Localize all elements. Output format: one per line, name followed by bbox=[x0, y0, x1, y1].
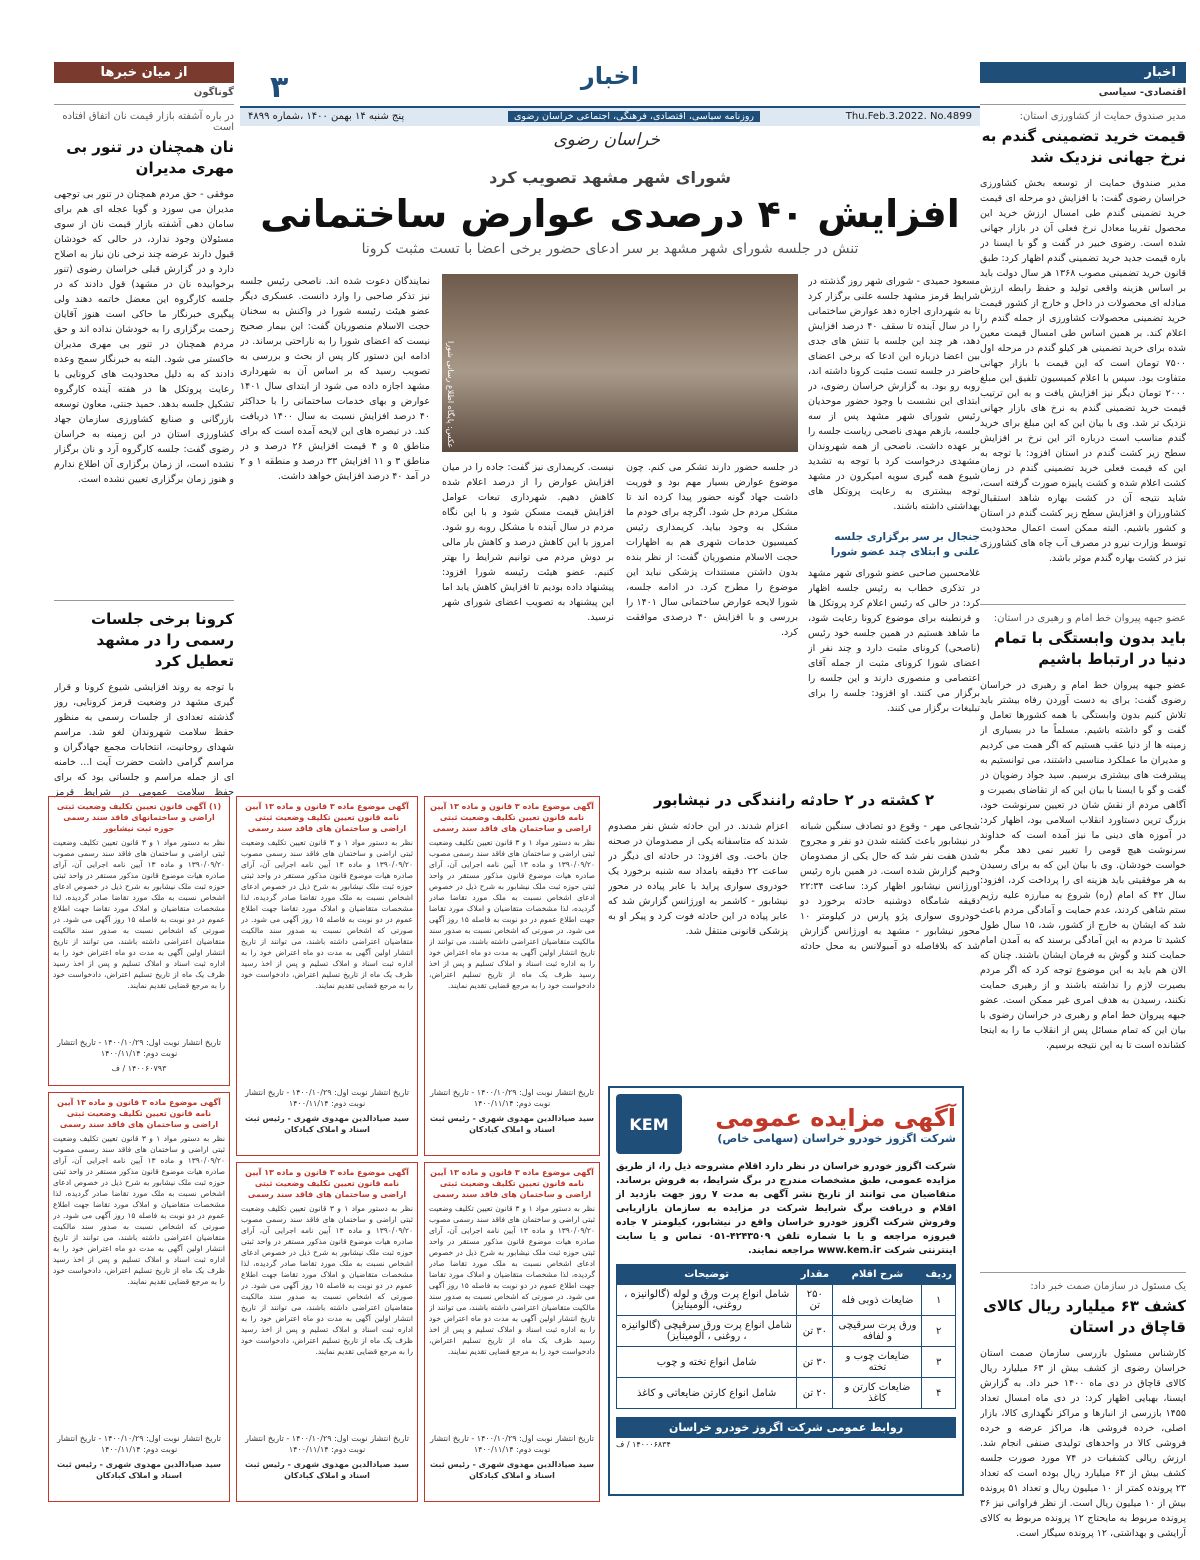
main-lead: تنش در جلسه شورای شهر مشهد بر سر ادعای حضور برخی اعضا با تست مثبت کرونا bbox=[361, 241, 859, 257]
photo-caption: عکس: پایگاه اطلاع رسانی شورا bbox=[446, 340, 455, 448]
main-col-1 bbox=[808, 274, 980, 774]
kem-logo bbox=[616, 1094, 682, 1154]
cell: ۲ bbox=[922, 1316, 956, 1347]
cell: ضایعات کارتن و کاغذ bbox=[833, 1378, 922, 1409]
notice-title: آگهی موضوع ماده ۳ قانون و ماده ۱۳ آیین نامه قانون تعیین تکلیف وضعیت ثبتی اراضی و ساختمان های فاقد سند رسمی bbox=[430, 1168, 594, 1199]
cell: شامل انواع تخته و چوب bbox=[617, 1347, 797, 1378]
article-body: مسعود حمیدی - شورای شهر روز گذشته در شرایط قرمز مشهد جلسه علنی برگزار کرد تا به شهرداری اجازه دهد عوارض ساختمانی را در سال آینده تا سقف ۴۰ درصد افزایش دهد، هر چند این جلسه با تنش های جدی بین اعضا درباره این ادعا که برخی اعضای حاضر در جلسه تست مثبت کرونا داشته اند، روبه رو بود. به گزارش خراسان رضوی، در ابتدای این نشست با وجود حضور موحدیان رئیس شورای شهر مشهد پس از سه جلسه، بازهم مهدی ناصحی رياست جلسه را بر عهده داشت. ناصحی از همه شهروندان مشهدی درخواست کرد با توجه به تشدید شیوع همه گیری سویه امیکرون در مشهد توجه بیشتری به رعایت پروتکل های بهداشتی داشته باشند. bbox=[808, 276, 980, 512]
auction-intro: شرکت اگزوز خودرو خراسان در نظر دارد اقلام مشروحه ذیل را، از طریق مزایده عمومی، طبق مشخصات مندرج در برگ شرایط، به فروش برساند. متقاضیان می توانند از تاریخ نشر آگهی به مدت ۷ روز جهت بازدید از اقلام و دریافت برگ شرایط شرکت در مزایده به سازمان بازاریابی وفروش شرکت اگزوز خودرو خراسان واقع در نیشابور، کیلومتر ۷ جاده فیروزه مراجعه و یا با شماره تلفن ۴۲۴۳۵۰۹-۰۵۱ تماس و یا سایت اینترنتی شرکت www.kem.ir مراجعه نمایند. bbox=[616, 1161, 956, 1256]
main-kicker: شورای شهر مشهد تصویب کرد bbox=[489, 168, 731, 187]
cell: شامل انواع پرت ورق سرقیچی (گالوانیزه ، روغنی ، آلومینایز) bbox=[617, 1316, 797, 1347]
left-column-sub: گوناگون bbox=[193, 87, 234, 98]
article-kicker: مدیر صندوق حمایت از کشاورزی استان: bbox=[1019, 111, 1186, 122]
main-title: افزایش ۴۰ درصدی عوارض ساختمانی bbox=[260, 192, 960, 236]
notice-dates: تاریخ انتشار نوبت اول: ۱۴۰۰/۱۰/۲۹ - تاریخ انتشار نوبت دوم: ۱۴۰۰/۱۱/۱۴ bbox=[57, 1038, 221, 1058]
cell: ۱ bbox=[922, 1285, 956, 1316]
cell: ورق پرت سرقیچی و لفافه bbox=[833, 1316, 922, 1347]
page-number: ۳ bbox=[270, 70, 289, 105]
cell: ۴ bbox=[922, 1378, 956, 1409]
article-body: در جلسه حضور دارند تشکر می کنم. چون موضوع عوارض بسیار مهم بود و فوریت داشت جهاد گونه حضور پیدا کرده اند تا مشکل مردم حل شود. اگرچه برای خودم ما مشکل به وجود بیاید. کریمداری رئیس کمیسیون خدمات شهری هم به اظهارات حجت الاسلام منصوریان گفت: از نظر بنده بدون داشتن مستندات پزشکی نباید این موضوع را مطرح کرد. در ادامه جلسه، شورا لایحه عوارض ساختمانی سال ۱۴۰۱ را بررسی و با افزایش ۴۰ درصدی موافقت کرد. bbox=[626, 462, 798, 638]
legal-notice bbox=[424, 1162, 600, 1502]
notice-dates: تاریخ انتشار نوبت اول: ۱۴۰۰/۱۰/۲۹ - تاریخ انتشار نوبت دوم: ۱۴۰۰/۱۱/۱۴ bbox=[245, 1434, 409, 1454]
article-body: نیست. کریمداری نیز گفت: جاده را در میان افزایش عوارض را از درصد اعلام شده کاهش دهیم. شهرداری تبعات عوامل افزایش قیمت مسکن شود و با این نگاه مردم در سال آینده با مشکل روبه رو شود. امروز با این کاهش درصد و کاهش بار مالی بر دوش مردم می توانیم شرایط را بهتر کنیم. عضو هیئت رئیسه شورا افزود: پیشنهاد داده بودیم تا افزایش کاهش یابد اما این پیشنهاد به تصویب اعضای شورای شهر نرسید. bbox=[442, 462, 614, 623]
notice-body: نظر به دستور مواد ۱ و ۳ قانون تعیین تکلیف وضعیت ثبتی اراضی و ساختمان های فاقد سند رسمی مصوب ۱۳۹۰/۰۹/۲۰ و ماده ۱۳ آیین نامه اجرایی آن، آرای صادره هیات موضوع قانون مذکور مستقر در واحد ثبتی حوزه ثبت ملک نیشابور به شرح ذیل در خصوص ادعای اشخاص نسبت به ملک مورد تقاضا صادر گردیده، لذا مشخصات متقاضیان و املاک مورد تقاضا جهت اطلاع عموم در دو نوبت به فاصله ۱۵ روز آگهی می شود. در صورتی که اشخاص نسبت به صدور سند مالکیت متقاضیان اعتراضی داشته باشند، می توانند از تاریخ انتشار اولین آگهی به مدت دو ماه اعتراض خود را به اداره ثبت اسناد و املاک تسلیم و پس از اخذ رسید ظرف یک ماه از تاریخ تسلیم اعتراض، دادخواست خود را به مرجع قضایی تقدیم نمایند. bbox=[429, 838, 595, 990]
notice-sign: سید صیادالدین مهدوی شهری - رئیس ثبت اسناد و املاک کبادکان bbox=[430, 1114, 594, 1134]
notice-sign: سید صیادالدین مهدوی شهری - رئیس ثبت اسناد و املاک کبادکان bbox=[57, 1460, 221, 1480]
article-body: کارشناس مسئول بازرسی سازمان صمت استان خراسان رضوی از کشف بیش از ۶۳ میلیارد ریال کالای قاچاق در دی ماه ۱۴۰۰ خبر داد. به گزارش ایسنا، بهبایی اظهار کرد: در دی ماه امسال تعداد ۱۴۵۵ بازرسی از انبارها و مراکز نگهداری کالا، بازار اصلی، خرده فروشی ها، مراکز عرضه و خرده فروشی کالا در واحدهای تولیدی صنفی انجام شد. ارزش ریالی کشفیات در ۷۴ مورد صورت جلسه کشف بیش از ۶۳ میلیارد ریال بوده است که تعداد ۲۳ پرونده کمتر از ۱۰ میلیون ریال و تعداد ۵۱ پرونده بیش از ۱۰ میلیون ریال است. از نظر فراوانی نیز ۳۶ پرونده مربوط به مایحتاج ۱۲ پرونده مربوط به کالای آرایشی و بهداشتی، ۱۲ پرونده سیگار است. bbox=[980, 1348, 1186, 1539]
subhead: جنجال بر سر برگزاری جلسه علنی و ابتلای چند عضو شورا bbox=[830, 531, 980, 558]
notice-body: نظر به دستور مواد ۱ و ۳ قانون تعیین تکلیف وضعیت ثبتی اراضی و ساختمان های فاقد سند رسمی مصوب ۱۳۹۰/۰۹/۲۰ و ماده ۱۳ آیین نامه اجرایی آن، آرای صادره هیات موضوع قانون مذکور مستقر در واحد ثبتی حوزه ثبت ملک نیشابور به شرح ذیل در خصوص ادعای اشخاص نسبت به ملک مورد تقاضا صادر گردیده، لذا مشخصات متقاضیان و املاک مورد تقاضا جهت اطلاع عموم در دو نوبت به فاصله ۱۵ روز آگهی می شود. در صورتی که اشخاص نسبت به صدور سند مالکیت متقاضیان اعتراضی داشته باشند، می توانند از تاریخ انتشار اولین آگهی به مدت دو ماه اعتراض خود را به اداره ثبت اسناد و املاک تسلیم و پس از اخذ رسید ظرف یک ماه از تاریخ تسلیم اعتراض، دادخواست خود را به مرجع قضایی تقدیم نمایند. bbox=[53, 838, 225, 990]
auction-code: ۱۴۰۰۰۶۸۳۴ / ف bbox=[616, 1440, 671, 1449]
masthead bbox=[240, 62, 980, 158]
notice-body: نظر به دستور مواد ۱ و ۳ قانون تعیین تکلیف وضعیت ثبتی اراضی و ساختمان های فاقد سند رسمی مصوب ۱۳۹۰/۰۹/۲۰ و ماده ۱۳ آیین نامه اجرایی آن، آرای صادره هیات موضوع قانون مذکور مستقر در واحد ثبتی حوزه ثبت ملک نیشابور به شرح ذیل در خصوص ادعای اشخاص نسبت به ملک مورد تقاضا صادر گردیده، لذا مشخصات متقاضیان و املاک مورد تقاضا جهت اطلاع عموم در دو نوبت به فاصله ۱۵ روز آگهی می شود. در صورتی که اشخاص نسبت به صدور سند مالکیت متقاضیان اعتراضی داشته باشند، می توانند از تاریخ انتشار اولین آگهی به مدت دو ماه اعتراض خود را به اداره ثبت اسناد و املاک تسلیم و پس از اخذ رسید ظرف یک ماه از تاریخ تسلیم اعتراض، دادخواست خود را به مرجع قضایی تقدیم نمایند. bbox=[429, 1204, 595, 1356]
notice-sign: سید صیادالدین مهدوی شهری - رئیس ثبت اسناد و املاک کبادکان bbox=[245, 1460, 409, 1480]
table-row bbox=[617, 1316, 956, 1347]
article-body: نمایندگان دعوت شده اند. ناصحی رئیس جلسه نیز تذکر صاحبی را وارد دانست. عسکری دیگر عضو هیئت رئیسه شورا در واکنش به سخنان حجت الاسلام منصوریان گفت: این بیمار صحیح نیست که اعضای شورا را به ناراحتی برساند. در ادامه این دستور کار پس از بحث و بررسی به تصویب رسید که بر اساس آن به شهرداری مشهد اجازه داده می شود از ابتدای سال ۱۴۰۱ عوارض و بهای خدمات ساختمانی را با حداکثر ۴۰ درصد افزایش نسبت به سال ۱۴۰۰ دریافت کند. در تبصره های این لایحه آمده است که برای مناطق ۵ و ۴ قیمت افزایش ۲۶ درصد و در مناطق ۳ و ۱۱ افزایش ۳۳ درصد و منطقه ۱ و ۲ در آمد ۴۰ درصد افزایش خواهد داشت. bbox=[240, 276, 430, 482]
section-title: اخبار bbox=[580, 62, 640, 90]
tagline: روزنامه سیاسی، اقتصادی، فرهنگی، اجتماعی خراسان رضوی bbox=[508, 111, 760, 122]
cell: ۲۵۰ تن bbox=[797, 1285, 833, 1316]
cell: ۳۰ تن bbox=[797, 1347, 833, 1378]
legal-notice bbox=[48, 1092, 230, 1502]
notice-title: آگهی موضوع ماده ۳ قانون و ماده ۱۳ آیین نامه قانون تعیین تکلیف وضعیت ثبتی اراضی و ساختمان های فاقد سند رسمی bbox=[245, 1168, 409, 1199]
article-title: قیمت خرید تضمینی گندم به نرخ جهانی نزدیک شد bbox=[981, 127, 1186, 166]
auction-table bbox=[616, 1264, 956, 1409]
notice-body: نظر به دستور مواد ۱ و ۳ قانون تعیین تکلیف وضعیت ثبتی اراضی و ساختمان های فاقد سند رسمی مصوب ۱۳۹۰/۰۹/۲۰ و ماده ۱۳ آیین نامه اجرایی آن، آرای صادره هیات موضوع قانون مذکور مستقر در واحد ثبتی حوزه ثبت ملک نیشابور به شرح ذیل در خصوص ادعای اشخاص نسبت به ملک مورد تقاضا صادر گردیده، لذا مشخصات متقاضیان و املاک مورد تقاضا جهت اطلاع عموم در دو نوبت به فاصله ۱۵ روز آگهی می شود. در صورتی که اشخاص نسبت به صدور سند مالکیت متقاضیان اعتراضی داشته باشند، می توانند از تاریخ انتشار اولین آگهی به مدت دو ماه اعتراض خود را به اداره ثبت اسناد و املاک تسلیم و پس از اخذ رسید ظرف یک ماه از تاریخ تسلیم اعتراض، دادخواست خود را به مرجع قضایی تقدیم نمایند. bbox=[53, 1134, 225, 1286]
article-kicker: عضو جبهه پیروان خط امام و رهبری در استان: bbox=[993, 613, 1186, 624]
article-kicker: یک مسئول در سازمان صمت خبر داد: bbox=[1030, 1281, 1186, 1292]
cell: شامل انواع کارتن ضایعاتی و کاغذ bbox=[617, 1378, 797, 1409]
cell: ۲۰ تن bbox=[797, 1378, 833, 1409]
right-column-sub: اقتصادی- سیاسی bbox=[1098, 87, 1186, 98]
article-body: غلامحسین صاحبی عضو شورای شهر مشهد در تذکری خطاب به رئیس جلسه اظهار کرد: در حالی که رئیس اعلام کرد پروتکل ها و قرنطینه برای موضوع کرونا رعایت شود، ما شاهد هستیم در همین جلسه خود رئیس (ناصحی) کرونای مثبت دارد و چند نفر از اعضای شورا کرونای مثبت از جمله آقای اعتصامی و منصوری دارند و این جلسه را برگزار می کنند. او افزود: جلسه را برای تبلیغات برگزار می کنند. bbox=[808, 568, 980, 714]
notice-sign: سید صیادالدین مهدوی شهری - رئیس ثبت اسناد و املاک کبادکان bbox=[245, 1114, 409, 1134]
legal-notice bbox=[48, 796, 230, 1086]
auction-footer: روابط عمومی شرکت اگزوز خودرو خراسان bbox=[616, 1417, 956, 1438]
col-header: توضیحات bbox=[617, 1265, 797, 1285]
article-body: با توجه به روند افزایشی شیوع کرونا و قرار گیری مشهد در وضعیت قرمز کرونایی، روز گذشته تعدادی از جلسات رسمی به منظور حفظ سلامت شهروندان لغو شد. مراسم شهدای روحانیت، انتخابات مجمع جهادگران و مراسم گرامی داشت حضرت آیت ا... خامنه ای از جمله مراسم و جلساتی بود که برای حفظ سلامت عمومی در شرایط قرمز bbox=[54, 682, 234, 798]
table-row bbox=[617, 1347, 956, 1378]
right-column-tab: اخبار bbox=[980, 62, 1186, 83]
right-column bbox=[980, 62, 1186, 1542]
cell: شامل انواع پرت ورق و لوله (گالوانیزه ، روغنی، آلومینایز) bbox=[617, 1285, 797, 1316]
notice-title: (۱) آگهی قانون تعیین تکلیف وضعیت ثبتی اراضی و ساختمانهای فاقد سند رسمی حوزه ثبت نیشابور bbox=[56, 802, 222, 833]
kem-logo-text: KEM bbox=[629, 1114, 669, 1134]
notice-dates: تاریخ انتشار نوبت اول: ۱۴۰۰/۱۰/۲۹ - تاریخ انتشار نوبت دوم: ۱۴۰۰/۱۱/۱۴ bbox=[430, 1434, 594, 1454]
auction-ad bbox=[608, 1086, 964, 1496]
article-title: کرونا برخی جلسات رسمی را در مشهد تعطیل کرد bbox=[91, 610, 234, 670]
auction-company: شرکت اگزوز خودرو خراسان (سهامی خاص) bbox=[717, 1131, 956, 1145]
notice-body: نظر به دستور مواد ۱ و ۳ قانون تعیین تکلیف وضعیت ثبتی اراضی و ساختمان های فاقد سند رسمی مصوب ۱۳۹۰/۰۹/۲۰ و ماده ۱۳ آیین نامه اجرایی آن، آرای صادره هیات موضوع قانون مذکور مستقر در واحد ثبتی حوزه ثبت ملک نیشابور به شرح ذیل در خصوص ادعای اشخاص نسبت به ملک مورد تقاضا صادر گردیده، لذا مشخصات متقاضیان و املاک مورد تقاضا جهت اطلاع عموم در دو نوبت به فاصله ۱۵ روز آگهی می شود. در صورتی که اشخاص نسبت به صدور سند مالکیت متقاضیان اعتراضی داشته باشند، می توانند از تاریخ انتشار اولین آگهی به مدت دو ماه اعتراض خود را به اداره ثبت اسناد و املاک تسلیم و پس از اخذ رسید ظرف یک ماه از تاریخ تسلیم اعتراض، دادخواست خود را به مرجع قضایی تقدیم نمایند. bbox=[241, 838, 413, 990]
col-header: مقدار bbox=[797, 1265, 833, 1285]
newspaper-logo: خراسان رضوی bbox=[553, 130, 660, 150]
col-header: ردیف bbox=[922, 1265, 956, 1285]
legal-notice bbox=[424, 796, 600, 1156]
date-fa: پنج شنبه ۱۴ بهمن ۱۴۰۰ ،شماره ۴۸۹۹ bbox=[248, 111, 405, 122]
cell: ۳۰ تن bbox=[797, 1316, 833, 1347]
legal-notice bbox=[236, 1162, 418, 1502]
cell: ۳ bbox=[922, 1347, 956, 1378]
article-title: نان همچنان در تنور بی مهری مدیران bbox=[66, 138, 234, 177]
notice-title: آگهی موضوع ماده ۳ قانون و ماده ۱۳ آیین نامه قانون تعیین تکلیف وضعیت ثبتی اراضی و ساختمان های فاقد سند رسمی bbox=[57, 1098, 221, 1129]
left-column bbox=[54, 62, 234, 798]
table-row bbox=[617, 1285, 956, 1316]
article-body: عضو جبهه پیروان خط امام و رهبری در خراسان رضوی گفت: برای به دست آوردن رفاه بیشتر باید تلاش کنیم بدون وابستگی با همه کشورها تعامل و گفت و گو داشته باشیم. مسلماً ما در بسیاری از زمینه ها از دنیا عقب هستیم که اگر همت می کردیم و مدیران ما عملکرد مناسبی داشتند، می توانستیم به پیشرفت های بیشتری برسیم. سید جواد رضویان در گفت و گو با ایسنا با بیان این که از تقاضای بصیرت و آگاهی مردم از نقش شان در تعیین سرنوشت خود، بزرگ ترین دستاورد انقلاب اسلامی بود، اظهار کرد: در آموزه های دینی ما نیز آمده است که خداوند سرنوشت هیچ قومی را تغییر نمی دهد مگر به خواست خودشان. وی با بیان این که به برای رسیدن به هر موفقیتی باید هزینه ای را پرداخت کرد، افزود: سال ۴۲ که امام (ره) شروع به مبارزه علیه رژیم ستم شاهی کردند، عدم حمایت و آمادگی مردم باعث شد که ایشان به خارج از کشور، شد، ۱۵ سال طول کشید تا مردم به این آمادگی برسند که به آمدن امام حمایت کنند و گوش به فرمان ایشان باشند. چنان که الان هم باید به این موضوع توجه کرد که اگر مردم بصیرت لازم را نداشته باشند و از رهبری حمایت نکنند، رسیدن به هدف امری غیر ممکن است. عضو جبهه پیروان خط امام و رهبری در خراسان رضوی با بیان این که تمام مسائل پس از انقلاب ما را به اینجا کشانده است تا به این نتیجه برسیم. bbox=[980, 680, 1186, 1051]
council-photo bbox=[442, 274, 798, 452]
table-row bbox=[617, 1378, 956, 1409]
notice-dates: تاریخ انتشار نوبت اول: ۱۴۰۰/۱۰/۲۹ - تاریخ انتشار نوبت دوم: ۱۴۰۰/۱۱/۱۴ bbox=[245, 1088, 409, 1108]
legal-notice bbox=[236, 796, 418, 1156]
article-title: کشف ۶۳ میلیارد ریال کالای قاچاق در استان bbox=[983, 1297, 1186, 1336]
notice-body: نظر به دستور مواد ۱ و ۳ قانون تعیین تکلیف وضعیت ثبتی اراضی و ساختمان های فاقد سند رسمی مصوب ۱۳۹۰/۰۹/۲۰ و ماده ۱۳ آیین نامه اجرایی آن، آرای صادره هیات موضوع قانون مذکور مستقر در واحد ثبتی حوزه ثبت ملک نیشابور به شرح ذیل در خصوص ادعای اشخاص نسبت به ملک مورد تقاضا صادر گردیده، لذا مشخصات متقاضیان و املاک مورد تقاضا جهت اطلاع عموم در دو نوبت به فاصله ۱۵ روز آگهی می شود. در صورتی که اشخاص نسبت به صدور سند مالکیت متقاضیان اعتراضی داشته باشند، می توانند از تاریخ انتشار اولین آگهی به مدت دو ماه اعتراض خود را به اداره ثبت اسناد و املاک تسلیم و پس از اخذ رسید ظرف یک ماه از تاریخ تسلیم اعتراض، دادخواست خود را به مرجع قضایی تقدیم نمایند. bbox=[241, 1204, 413, 1356]
article-kicker: در باره آشفته بازار قیمت نان اتفاق افتاده است bbox=[62, 111, 234, 133]
col-header: شرح اقلام bbox=[833, 1265, 922, 1285]
article-title: باید بدون وابستگی با تمام دنیا در ارتباط باشیم bbox=[994, 629, 1186, 668]
left-column-tab: از میان خبرها bbox=[54, 62, 234, 83]
secondary-story bbox=[608, 790, 980, 1080]
auction-title: آگهی مزایده عمومی bbox=[715, 1103, 956, 1132]
cell: ضایعات چوب و تخته bbox=[833, 1347, 922, 1378]
article-title: ۲ کشته در ۲ حادثه رانندگی در نیشابور bbox=[653, 791, 935, 809]
notice-dates: تاریخ انتشار نوبت اول: ۱۴۰۰/۱۰/۲۹ - تاریخ انتشار نوبت دوم: ۱۴۰۰/۱۱/۱۴ bbox=[57, 1434, 221, 1454]
date-en: Thu.Feb.3.2022. No.4899 bbox=[845, 111, 972, 122]
main-story bbox=[240, 168, 980, 780]
article-body: موفقی - حق مردم همچنان در تنور بی توجهی مدیران می سوزد و گویا عجله ای هم برای سامان دهی آشفته بازار قیمت نان از سوی مسئولان وجود ندارد، در حالی که خودشان قبول دارند عرضه چند نرخی نان نیاز به اصلاح دارد و در گزارش قبلی خراسان رضوی (تنور برخوابیده نان در مشهد) قول دادند که در جلسه کارگروه این معضل خاتمه دهند ولی پیگیری خبرنگار ما حاکی است هنوز آقایان زحمت برگزاری را به خودشان نداده اند و حق مردم همچنان در تنور بی مهری مدیران خاکستر می شود. البته به خبرنگار سمج وعده دادند که به دلیل محدودیت های کرونایی با رعایت پروتکل ها در هفته آینده کارگروه تشکیل جلسه بدهد. حمید جنتی، معاون توسعه بازرگانی و صنایع کشاورزی سازمان جهاد کشاورزی استان در این زمینه به خراسان رضوی گفت: جلسه کارگروه آرد و نان برگزار نشده است، از زمان برگزاری آن اطلاع ندارم و هنوز زمان برگزاری تعیین نشده است. bbox=[54, 189, 234, 485]
article-body: شجاعی مهر - وقوع دو تصادف سنگین شبانه در نیشابور باعث کشته شدن دو نفر و مجروح شدن هفت نفر شد که حال یکی از مصدومان وخیم گزارش شده است. در همین باره رئیس اورژانس نیشابور اظهار کرد: ساعت ۲۲:۳۴ دقیقه شامگاه دوشنبه حادثه برخورد دو خودروی سواری پژو پارس در کیلومتر ۱۰ محور نیشابور - مشهد به اورژانس گزارش شد که بلافاصله دو آمبولانس به محل حادثه اعزام شدند. در این حادثه شش نفر مصدوم شدند که متاسفانه یکی از مصدومان در صحنه جان باخت. وی افزود: در حادثه ای دیگر در ساعت ۲۲ دقیقه بامداد سه شنبه برخورد یک خودروی سواری پراید با عابر پیاده در محور نیشابور - کاشمر به اورژانس گزارش شد که عابر پیاده در این حادثه فوت کرد و پیکر او به پزشکی قانونی منتقل شد. bbox=[608, 821, 980, 952]
notice-title: آگهی موضوع ماده ۳ قانون و ماده ۱۳ آیین نامه قانون تعیین تکلیف وضعیت ثبتی اراضی و ساختمان های فاقد سند رسمی bbox=[430, 802, 594, 833]
notice-title: آگهی موضوع ماده ۳ قانون و ماده ۱۳ آیین نامه قانون تعیین تکلیف وضعیت ثبتی اراضی و ساختمان های فاقد سند رسمی bbox=[245, 802, 409, 833]
cell: ضایعات ذوبی فله bbox=[833, 1285, 922, 1316]
article-body: مدیر صندوق حمایت از توسعه بخش کشاورزی خراسان رضوی گفت: با افزایش دو مرحله ای قیمت خرید تضمینی گندم طی امسال ارزش خرید این محصول تقریبا معادل نرخ فعلی آن در بازار جهانی شده است. رضوی خبیر در گفت و گو با ایسنا در باره قیمت جدید خرید تضمینی گندم اظهار کرد: طبق قانون خرید تضمینی مصوب ۱۳۶۸ هر سال دولت باید بر اساس هزینه واقعی تولید و حفظ رابطه ارزش مبادله ای محصولات در داخل و خارج از کشور قیمت خرید تضمینی محصولات کشاورزی از جمله گندم را اعلام کند. بر همین اساس طی امسال قیمت معین شده برای خرید تضمینی هر کیلو گندم در مرحله اول ۷۵۰۰ تومان است که این قیمت با بازار جهانی متفاوت بود. سپس با اعلام کمیسیون تلفیق این مبلغ ۲۰۰۰ تومان دیگر نیز افزایش یافت و به این ترتیب قیمت خرید تضمینی گندم به نرخ های بازار جهانی نزدیک تر شد. وی با بیان این که این مبلغ برای خرید گندم مناسب است درباره اثر این نرخ بر افزایش سطح زیر کشت گندم در استان افزود: با توجه به این که قیمت فعلی خرید تضمینی گندم در زمان کشت اعلام شده و کشت پاییزه صورت گرفته است، شاید نتیجه آن در کشت بهاره شاهد استقبال کشاورزان و افزایش سطح زیر کشت گندم در استان و کشور باشیم. البته ممکن است اعمال محدودیت توسط وزارت نیرو در مصرف آب چاه های کشاورزی نیز در کشت بهاره گندم موثر باشد. bbox=[980, 178, 1186, 564]
notice-sign: سید صیادالدین مهدوی شهری - رئیس ثبت اسناد و املاک کبادکان bbox=[430, 1460, 594, 1480]
header-band bbox=[240, 106, 980, 126]
notice-dates: تاریخ انتشار نوبت اول: ۱۴۰۰/۱۰/۲۹ - تاریخ انتشار نوبت دوم: ۱۴۰۰/۱۱/۱۴ bbox=[430, 1088, 594, 1108]
notice-code: ۱۴۰۰۶۰۷۹۳ / ف bbox=[111, 1064, 167, 1073]
